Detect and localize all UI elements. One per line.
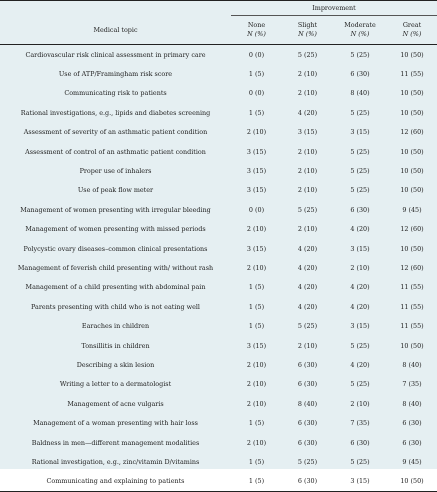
great-cell: 10 (50) <box>400 167 424 176</box>
table-row <box>0 181 437 200</box>
topic-cell: Cardiovascular risk clinical assessment in primary care <box>25 50 206 59</box>
great-cell: 9 (45) <box>402 457 422 466</box>
table-row <box>0 64 437 83</box>
slight-cell: 6 (30) <box>297 438 318 447</box>
slight-cell: 2 (10) <box>297 225 318 234</box>
slight-column-header <box>282 16 333 45</box>
topic-cell: Management of feverish child presenting with/ without rash <box>17 263 214 272</box>
topic-cell: Use of ATP/Framingham risk score <box>58 70 173 79</box>
moderate-cell: 5 (25) <box>350 380 370 389</box>
none-cell: 2 (10) <box>246 225 267 234</box>
header-row-group <box>0 1 437 16</box>
great-cell: 12 (60) <box>400 128 424 137</box>
topic-cell: Management of a child presenting with abdominal pain <box>25 283 206 292</box>
none-cell: 1 (5) <box>248 322 265 331</box>
moderate-cell: 3 (15) <box>350 128 370 137</box>
table-row <box>0 433 437 452</box>
topic-cell: Writing a letter to a dermatologist <box>59 380 172 389</box>
slight-cell: 6 (30) <box>297 380 318 389</box>
topic-cell: Tonsillitis in children <box>81 341 150 350</box>
table-row <box>0 394 437 413</box>
header-empty-cell <box>0 1 231 16</box>
table-row <box>0 375 437 394</box>
slight-cell: 6 (30) <box>282 472 333 492</box>
none-cell: 2 (10) <box>246 128 267 137</box>
none-cell: 2 (10) <box>246 438 267 447</box>
table-row <box>0 84 437 103</box>
great-cell: 11 (55) <box>400 302 424 311</box>
none-level-label: None <box>247 21 266 29</box>
slight-cell: 5 (25) <box>297 205 318 214</box>
table-row <box>0 472 437 492</box>
none-cell: 0 (0) <box>248 205 265 214</box>
moderate-cell: 2 (10) <box>350 399 370 408</box>
topic-cell: Assessment of severity of an asthmatic patient condition <box>23 128 208 137</box>
table-row <box>0 161 437 180</box>
topic-cell: Management of women presenting with missed periods <box>25 225 206 234</box>
moderate-cell: 5 (25) <box>350 167 370 176</box>
slight-cell: 4 (20) <box>297 244 318 253</box>
great-cell: 11 (55) <box>400 322 424 331</box>
topic-cell: Rational investigations, e.g., lipids and diabetes screening <box>20 108 211 117</box>
slight-unit-label: N (%) <box>298 30 317 38</box>
topic-cell: Earaches in children <box>81 322 150 331</box>
great-cell: 10 (50) <box>400 186 424 195</box>
slight-cell: 5 (25) <box>297 457 318 466</box>
topic-cell: Communicating risk to patients <box>64 89 167 98</box>
moderate-cell: 6 (30) <box>350 70 370 79</box>
topic-cell: Proper use of inhalers <box>79 167 152 176</box>
none-cell: 1 (5) <box>248 108 265 117</box>
moderate-cell: 3 (15) <box>350 322 370 331</box>
slight-cell: 2 (10) <box>297 167 318 176</box>
great-cell: 10 (50) <box>400 341 424 350</box>
none-cell: 3 (15) <box>246 167 267 176</box>
table-body <box>0 45 437 492</box>
great-cell: 8 (40) <box>402 360 422 369</box>
topic-cell: Management of a woman presenting with hair loss <box>33 419 198 428</box>
slight-cell: 6 (30) <box>297 419 318 428</box>
table-row <box>0 278 437 297</box>
slight-cell: 3 (15) <box>297 128 318 137</box>
none-cell: 1 (5) <box>231 472 282 492</box>
none-cell: 1 (5) <box>248 457 265 466</box>
none-cell: 1 (5) <box>248 302 265 311</box>
great-cell: 12 (60) <box>400 263 424 272</box>
slight-cell: 2 (10) <box>297 89 318 98</box>
slight-cell: 2 (10) <box>297 147 318 156</box>
great-cell: 12 (60) <box>400 225 424 234</box>
great-column-header <box>387 16 437 45</box>
topic-cell: Parents presenting with child who is not eating well <box>31 302 200 311</box>
none-cell: 3 (15) <box>246 341 267 350</box>
moderate-cell: 8 (40) <box>350 89 370 98</box>
slight-cell: 2 (10) <box>297 70 318 79</box>
header-row-levels <box>0 16 437 45</box>
topic-cell: Communicating and explaining to patients <box>0 472 231 492</box>
slight-cell: 4 (20) <box>297 108 318 117</box>
slight-cell: 8 (40) <box>297 399 318 408</box>
great-cell: 10 (50) <box>400 147 424 156</box>
table-row <box>0 220 437 239</box>
slight-cell: 4 (20) <box>297 302 318 311</box>
improvement-group-header: Improvement <box>231 1 437 16</box>
great-cell: 8 (40) <box>402 399 422 408</box>
moderate-cell: 5 (25) <box>350 108 370 117</box>
none-cell: 2 (10) <box>246 263 267 272</box>
moderate-cell: 3 (15) <box>350 244 370 253</box>
none-cell: 0 (0) <box>248 89 265 98</box>
moderate-column-header <box>333 16 387 45</box>
great-cell: 9 (45) <box>402 205 422 214</box>
none-cell: 3 (15) <box>246 147 267 156</box>
great-cell: 10 (50) <box>400 89 424 98</box>
moderate-cell: 5 (25) <box>350 341 370 350</box>
slight-cell: 5 (25) <box>297 50 318 59</box>
table-row <box>0 336 437 355</box>
table-row <box>0 239 437 258</box>
slight-cell: 4 (20) <box>297 283 318 292</box>
topic-cell: Describing a skin lesion <box>76 360 155 369</box>
table-row <box>0 355 437 374</box>
topic-cell: Rational investigation, e.g., zinc/vitamin D/vitamins <box>31 457 200 466</box>
topic-cell: Management of acne vulgaris <box>67 399 164 408</box>
moderate-cell: 4 (20) <box>350 360 370 369</box>
table-row <box>0 142 437 161</box>
moderate-cell: 7 (35) <box>350 419 370 428</box>
great-cell: 10 (50) <box>387 472 437 492</box>
great-cell: 10 (50) <box>400 50 424 59</box>
topic-cell: Management of women presenting with irregular bleeding <box>20 205 211 214</box>
topic-column-header: Medical topic <box>0 16 231 45</box>
slight-level-label: Slight <box>297 21 318 29</box>
none-cell: 2 (10) <box>246 380 267 389</box>
moderate-cell: 3 (15) <box>333 472 387 492</box>
none-cell: 1 (5) <box>248 70 265 79</box>
topic-cell: Use of peak flow meter <box>77 186 154 195</box>
table-row <box>0 103 437 122</box>
slight-cell: 2 (10) <box>297 186 318 195</box>
none-cell: 2 (10) <box>246 399 267 408</box>
great-level-label: Great <box>402 21 422 29</box>
none-cell: 1 (5) <box>248 419 265 428</box>
none-unit-label: N (%) <box>247 30 266 38</box>
moderate-cell: 5 (25) <box>350 50 370 59</box>
great-cell: 6 (30) <box>402 419 422 428</box>
great-unit-label: N (%) <box>402 30 422 38</box>
topic-cell: Baldness in men—different management modalities <box>31 438 200 447</box>
great-cell: 11 (55) <box>400 70 424 79</box>
topic-cell: Assessment of control of an asthmatic patient condition <box>25 147 206 156</box>
moderate-cell: 6 (30) <box>350 205 370 214</box>
moderate-level-label: Moderate <box>344 21 376 29</box>
moderate-cell: 4 (20) <box>350 283 370 292</box>
slight-cell: 6 (30) <box>297 360 318 369</box>
moderate-cell: 5 (25) <box>350 457 370 466</box>
table-row <box>0 297 437 316</box>
none-column-header <box>231 16 282 45</box>
slight-cell: 5 (25) <box>297 322 318 331</box>
moderate-cell: 5 (25) <box>350 186 370 195</box>
table-row <box>0 45 437 65</box>
moderate-cell: 2 (10) <box>350 263 370 272</box>
great-cell: 10 (50) <box>400 244 424 253</box>
table-row <box>0 200 437 219</box>
table-row <box>0 258 437 277</box>
none-cell: 3 (15) <box>246 244 267 253</box>
table-row <box>0 316 437 335</box>
none-cell: 1 (5) <box>248 283 265 292</box>
great-cell: 11 (55) <box>400 283 424 292</box>
moderate-cell: 5 (25) <box>350 147 370 156</box>
table-row <box>0 123 437 142</box>
moderate-cell: 6 (30) <box>350 438 370 447</box>
great-cell: 7 (35) <box>402 380 422 389</box>
great-cell: 10 (50) <box>400 108 424 117</box>
moderate-cell: 4 (20) <box>350 302 370 311</box>
moderate-cell: 4 (20) <box>350 225 370 234</box>
none-cell: 3 (15) <box>246 186 267 195</box>
moderate-unit-label: N (%) <box>350 30 370 38</box>
table-row <box>0 413 437 432</box>
great-cell: 6 (30) <box>402 438 422 447</box>
none-cell: 2 (10) <box>246 360 267 369</box>
topic-cell: Polycystic ovary diseases–common clinical presentations <box>23 244 208 253</box>
slight-cell: 4 (20) <box>297 263 318 272</box>
slight-cell: 2 (10) <box>297 341 318 350</box>
none-cell: 0 (0) <box>248 50 265 59</box>
